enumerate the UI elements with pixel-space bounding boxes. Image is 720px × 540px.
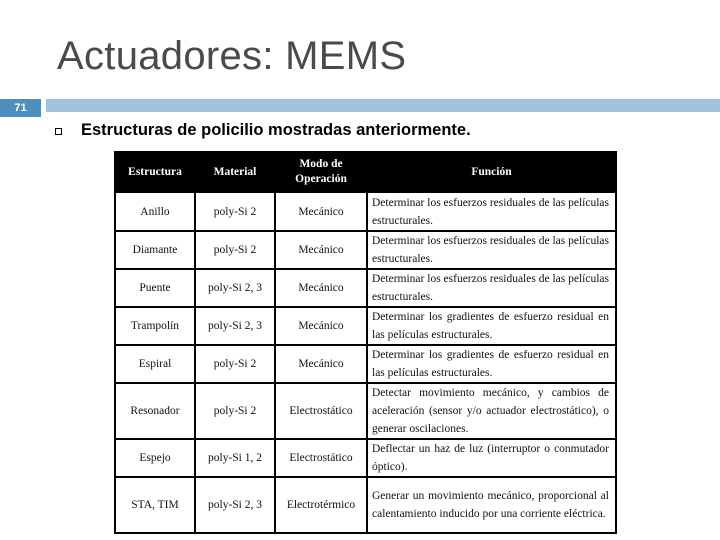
cell-structure: Puente — [115, 269, 195, 307]
cell-function: Deflectar un haz de luz (interruptor o conmutador óptico). — [367, 439, 616, 477]
header-mode — [275, 152, 367, 192]
table-row — [115, 345, 616, 383]
cell-mode: Mecánico — [275, 231, 367, 269]
cell-function: Determinar los esfuerzos residuales de las películas estructurales. — [367, 269, 616, 307]
header-structure: Estructura — [115, 152, 195, 192]
cell-structure: Anillo — [115, 192, 195, 231]
bullet-square-icon — [55, 128, 62, 135]
header-bar — [46, 99, 720, 112]
table-row — [115, 439, 616, 477]
cell-material: poly-Si 2 — [195, 231, 275, 269]
cell-material: poly-Si 2, 3 — [195, 477, 275, 533]
cell-function: Determinar los gradientes de esfuerzo residual en las películas estructurales. — [367, 345, 616, 383]
header-material: Material — [195, 152, 275, 192]
structures-table — [114, 151, 617, 534]
header-mode-line1: Modo de — [299, 158, 343, 170]
slide-title: Actuadores: MEMS — [57, 34, 407, 78]
cell-mode: Mecánico — [275, 307, 367, 345]
slide-number: 71 — [0, 99, 41, 117]
cell-function: Determinar los esfuerzos residuales de las películas estructurales. — [367, 192, 616, 231]
cell-function: Detectar movimiento mecánico, y cambios de aceleración (sensor y/o actuador electrostático), o generar oscilaciones. — [367, 383, 616, 439]
cell-material: poly-Si 2 — [195, 192, 275, 231]
table-row — [115, 307, 616, 345]
table-row — [115, 477, 616, 533]
cell-material: poly-Si 2, 3 — [195, 307, 275, 345]
cell-material: poly-Si 1, 2 — [195, 439, 275, 477]
cell-mode: Electrotérmico — [275, 477, 367, 533]
cell-structure: Espiral — [115, 345, 195, 383]
cell-mode: Mecánico — [275, 345, 367, 383]
cell-mode: Electrostático — [275, 439, 367, 477]
table-row — [115, 192, 616, 231]
table-row — [115, 231, 616, 269]
cell-structure: Resonador — [115, 383, 195, 439]
cell-mode: Electrostático — [275, 383, 367, 439]
cell-function: Determinar los esfuerzos residuales de las películas estructurales. — [367, 231, 616, 269]
cell-material: poly-Si 2 — [195, 383, 275, 439]
cell-structure: STA, TIM — [115, 477, 195, 533]
table-row — [115, 269, 616, 307]
cell-structure: Trampolín — [115, 307, 195, 345]
bullet-text: Estructuras de policilio mostradas anteriormente. — [81, 121, 471, 139]
cell-function: Determinar los gradientes de esfuerzo residual en las películas estructurales. — [367, 307, 616, 345]
cell-function: Generar un movimiento mecánico, proporcional al calentamiento inducido por una corriente eléctrica. — [367, 477, 616, 533]
table-header-row — [115, 152, 616, 192]
cell-structure: Espejo — [115, 439, 195, 477]
table-row — [115, 383, 616, 439]
cell-material: poly-Si 2 — [195, 345, 275, 383]
cell-mode: Mecánico — [275, 269, 367, 307]
cell-material: poly-Si 2, 3 — [195, 269, 275, 307]
cell-structure: Diamante — [115, 231, 195, 269]
header-mode-line2: Operación — [295, 173, 347, 185]
cell-mode: Mecánico — [275, 192, 367, 231]
header-function: Función — [367, 152, 616, 192]
